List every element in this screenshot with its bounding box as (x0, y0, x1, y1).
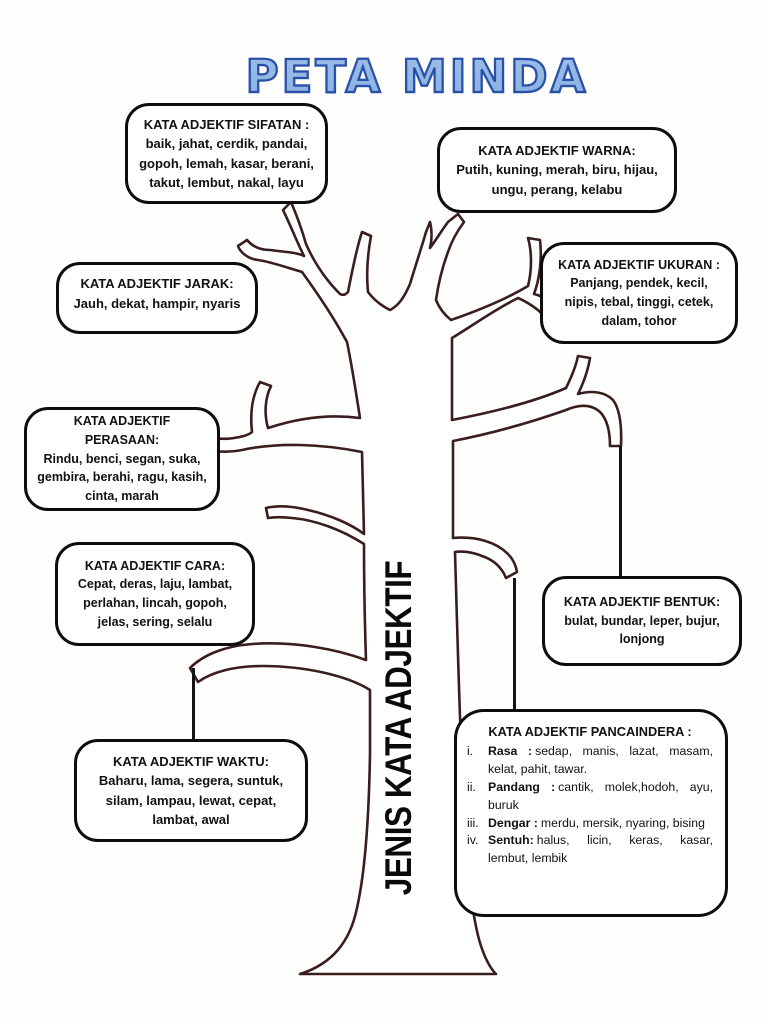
connector-pancaindera (513, 578, 516, 712)
item-numeral: iii. (467, 815, 479, 830)
box-bentuk-body: bulat, bundar, leper, bujur, lonjong (564, 613, 720, 647)
item-numeral: i. (467, 744, 474, 759)
box-warna (437, 127, 677, 213)
box-cara-title: KATA ADJEKTIF CARA: (84, 558, 226, 573)
page-title: PETA MINDA (245, 50, 589, 103)
box-perasaan (24, 407, 220, 511)
item-label: Sentuh: (488, 833, 534, 848)
item-label: Rasa : (488, 744, 533, 759)
box-cara-body: Cepat, deras, laju, lambat, perlahan, lincah, gopoh, jelas, sering, selalu (77, 577, 233, 629)
item-value: halus, licin, keras, kasar, lembut, lembik (488, 833, 713, 866)
item-value: cantik, molek,hodoh, ayu, buruk (488, 779, 713, 812)
pancaindera-item (467, 832, 713, 868)
box-sifatan-body: baik, jahat, cerdik, pandai, gopoh, lemah, kasar, berani, takut, lembut, nakal, layu (139, 136, 314, 190)
tree-trunk-label: JENIS KATA ADJEKTIF (378, 560, 419, 896)
pancaindera-item (467, 815, 713, 833)
box-warna-title: KATA ADJEKTIF WARNA: (478, 142, 636, 158)
item-value: merdu, mersik, nyaring, bising (540, 815, 705, 830)
box-pancaindera-title: KATA ADJEKTIF PANCAINDERA : (488, 724, 692, 739)
item-numeral: iv. (467, 833, 479, 848)
box-perasaan-body: Rindu, benci, segan, suka, gembira, berahi, ragu, kasih, cinta, marah (37, 451, 207, 504)
box-pancaindera (454, 709, 728, 917)
box-perasaan-title: KATA ADJEKTIF PERASAAN: (73, 414, 171, 447)
box-waktu-body: Baharu, lama, segera, suntuk, silam, lampau, lewat, cepat, lambat, awal (98, 773, 284, 827)
box-sifatan (125, 103, 328, 204)
box-jarak-title: KATA ADJEKTIF JARAK: (80, 276, 234, 291)
item-numeral: ii. (467, 779, 476, 794)
pancaindera-item (467, 779, 713, 815)
item-label: Dengar : (488, 815, 538, 830)
box-jarak-body: Jauh, dekat, hampir, nyaris (73, 295, 241, 311)
box-bentuk (542, 576, 742, 666)
item-label: Pandang : (488, 779, 556, 794)
item-text (488, 815, 713, 833)
box-waktu (74, 739, 308, 842)
box-sifatan-title: KATA ADJEKTIF SIFATAN : (143, 116, 310, 132)
box-cara (55, 542, 255, 646)
pancaindera-item (467, 743, 713, 779)
box-bentuk-title: KATA ADJEKTIF BENTUK: (563, 594, 721, 609)
box-jarak (56, 262, 258, 334)
connector-waktu (192, 668, 195, 741)
box-ukuran (540, 242, 738, 344)
item-text (488, 779, 713, 815)
box-ukuran-title: KATA ADJEKTIF UKURAN : (558, 257, 720, 272)
item-value: sedap, manis, lazat, masam, kelat, pahit, tawar. (488, 744, 713, 777)
connector-bentuk (619, 446, 622, 578)
box-waktu-title: KATA ADJEKTIF WAKTU: (113, 753, 269, 769)
box-warna-body: Putih, kuning, merah, biru, hijau, ungu, perang, kelabu (456, 162, 658, 197)
box-ukuran-body: Panjang, pendek, kecil, nipis, tebal, tinggi, cetek, dalam, tohor (564, 276, 714, 328)
item-text (488, 743, 713, 779)
item-text (488, 832, 713, 868)
